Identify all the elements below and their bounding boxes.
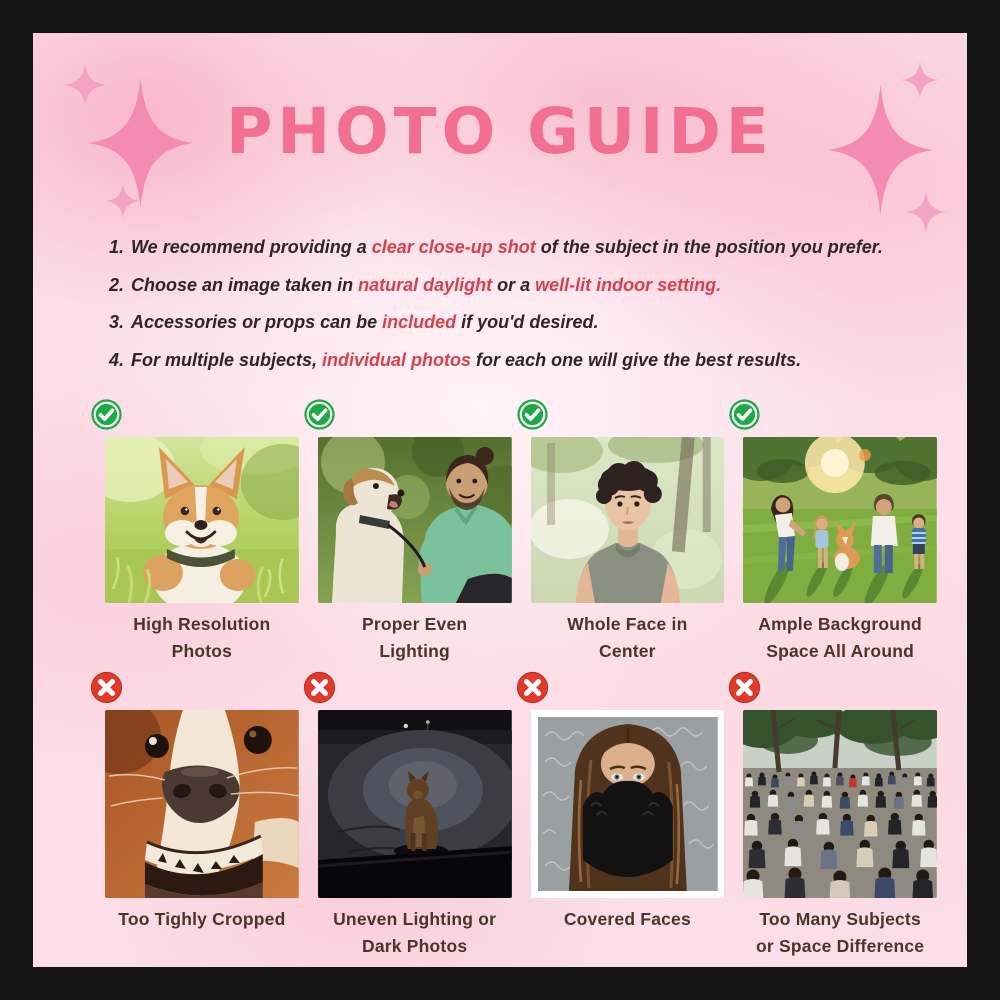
tip-item: [109, 267, 909, 305]
tip-text: For multiple subjects,: [131, 349, 323, 370]
check-icon: [303, 398, 336, 431]
tip-highlight: well-lit indoor setting.: [535, 274, 722, 295]
bad-example-card-4: [743, 710, 937, 960]
tip-highlight: included: [382, 312, 457, 332]
tip-text: if you'd desired.: [456, 312, 599, 332]
caption: Proper Even Lighting: [361, 614, 468, 661]
photo-dog-closeup: [105, 710, 299, 898]
bad-example-card-2: [318, 710, 512, 960]
x-icon: [90, 671, 123, 704]
tip-text: We recommend providing a: [131, 237, 372, 257]
good-examples-row: [105, 437, 937, 665]
tips-list: [109, 229, 909, 379]
tip-item: [109, 342, 909, 380]
tip-highlight: individual photos: [322, 349, 472, 370]
bad-example-card-3: [531, 710, 725, 960]
x-icon: [303, 671, 336, 704]
caption: Too Tighly Cropped: [118, 909, 286, 929]
tip-number: 2.: [109, 274, 125, 295]
photo-crowd: [743, 710, 937, 898]
sparkle-icon: [105, 183, 141, 219]
photo-corgi-in-grass: [105, 437, 299, 603]
caption: Ample Background Space All Around: [758, 614, 922, 661]
check-icon: [516, 398, 549, 431]
sparkle-icon: [905, 191, 947, 233]
good-example-card-1: [105, 437, 299, 665]
tip-text: or a: [492, 274, 536, 295]
bad-examples-row: [105, 710, 937, 960]
tip-number: 4.: [109, 349, 125, 370]
caption: Covered Faces: [563, 909, 691, 929]
tip-text: Accessories or props can be: [131, 312, 383, 332]
tip-text: Choose an image taken in: [131, 274, 359, 295]
tip-number: 3.: [109, 312, 125, 332]
x-icon: [728, 671, 761, 704]
caption: Whole Face in Center: [567, 614, 688, 661]
good-example-card-3: [531, 437, 725, 665]
tip-item: [109, 304, 909, 342]
tip-text: for each one will give the best results.: [471, 349, 802, 370]
x-icon: [516, 671, 549, 704]
check-icon: [728, 398, 761, 431]
check-icon: [90, 398, 123, 431]
tip-text: of the subject in the position you prefer.: [535, 237, 883, 257]
photo-guide-panel: [33, 33, 967, 967]
photo-woman-portrait: [531, 437, 725, 603]
good-example-card-4: [743, 437, 937, 665]
photo-dog-at-night: [318, 710, 512, 898]
caption: Uneven Lighting or Dark Photos: [333, 909, 497, 956]
tip-highlight: natural daylight: [358, 274, 493, 295]
bad-example-card-1: [105, 710, 299, 960]
photo-family-in-park: [743, 437, 937, 603]
good-example-card-2: [318, 437, 512, 665]
tip-number: 1.: [109, 237, 125, 257]
caption: Too Many Subjects or Space Difference: [756, 909, 925, 956]
caption: High Resolution Photos: [133, 614, 271, 661]
photo-covered-face: [531, 710, 725, 898]
photo-man-with-dog: [318, 437, 512, 603]
tip-highlight: clear close-up shot: [371, 237, 536, 257]
tip-item: [109, 229, 909, 267]
page-title: PHOTO GUIDE: [226, 95, 774, 168]
